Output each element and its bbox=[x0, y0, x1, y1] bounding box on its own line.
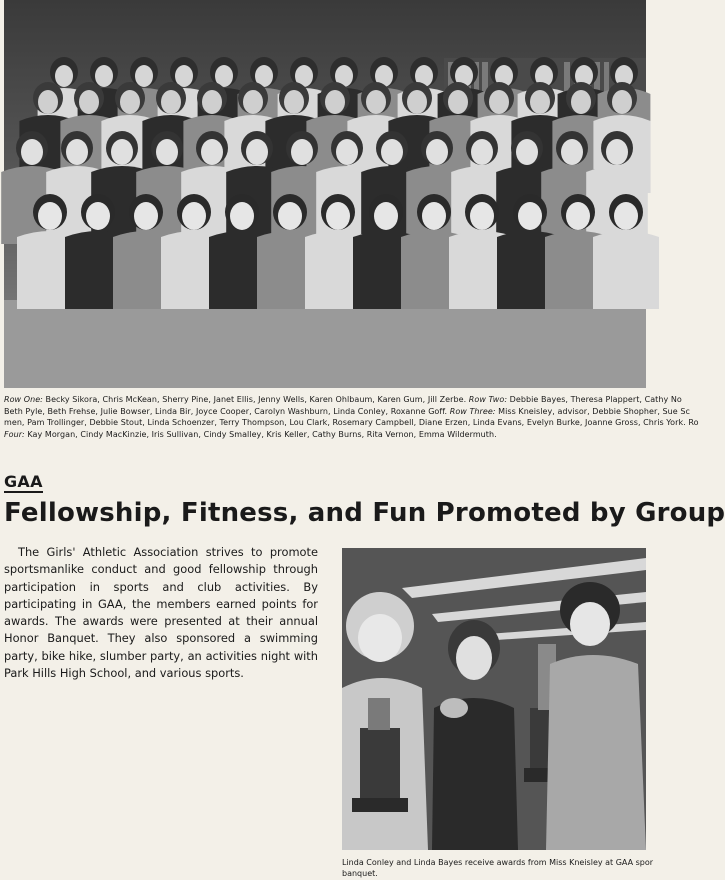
person-face bbox=[21, 139, 43, 165]
person-face bbox=[243, 90, 263, 114]
page-headline: Fellowship, Fitness, and Fun Promoted by Group bbox=[4, 498, 725, 528]
person-face bbox=[120, 90, 140, 114]
row-names: Miss Kneisley, advisor, Debbie Shopher, Sue Sc bbox=[495, 406, 690, 416]
row-label: Row Two: bbox=[468, 395, 508, 404]
person-face bbox=[336, 139, 358, 165]
person-face bbox=[202, 90, 222, 114]
person-face bbox=[55, 65, 73, 87]
person-face bbox=[135, 65, 153, 87]
article-body: The Girls' Athletic Association strives to promote sportsmanlike conduct and good fellowship through participation in sports and club activities. By participating in GAA, the members earned points for awards. The awards were presented at their annual Honor Banquet. They also sponsored a swimming party, bike hike, slumber party, an activities night with Park Hills High School, and various sports. bbox=[4, 545, 318, 681]
person-face bbox=[489, 90, 509, 114]
person-face bbox=[278, 202, 302, 230]
caption-line-4 bbox=[4, 429, 644, 441]
person-face bbox=[66, 139, 88, 165]
group-photo-illustration bbox=[4, 0, 646, 388]
person-face bbox=[571, 90, 591, 114]
person-face bbox=[38, 90, 58, 114]
person-face bbox=[111, 139, 133, 165]
row-label: Four: bbox=[4, 429, 25, 439]
group-photo bbox=[4, 0, 646, 388]
person-face bbox=[79, 90, 99, 114]
person-face bbox=[518, 202, 542, 230]
person-face bbox=[161, 90, 181, 114]
person-face bbox=[325, 90, 345, 114]
row-names: Beth Pyle, Beth Frehse, Julie Bowser, Linda Bir, Joyce Cooper, Carolyn Washburn, Linda Conley, Roxanne Goff. bbox=[4, 406, 450, 416]
row-names: Becky Sikora, Chris McKean, Sherry Pine, Janet Ellis, Jenny Wells, Karen Ohlbaum, Karen Gum, Jill Zerbe. bbox=[42, 395, 469, 404]
person-face bbox=[246, 139, 268, 165]
person-face bbox=[426, 139, 448, 165]
person-face bbox=[86, 202, 110, 230]
person-face bbox=[156, 139, 178, 165]
person-face bbox=[381, 139, 403, 165]
person-face bbox=[95, 65, 113, 87]
caption-line-1 bbox=[4, 394, 682, 406]
row-label: Row One: bbox=[4, 395, 43, 404]
person-face bbox=[606, 139, 628, 165]
person-face bbox=[407, 90, 427, 114]
person-face bbox=[230, 202, 254, 230]
person-face bbox=[284, 90, 304, 114]
person-face bbox=[561, 139, 583, 165]
person-face bbox=[470, 202, 494, 230]
person-face bbox=[38, 202, 62, 230]
row-names: Kay Morgan, Cindy MacKinzie, Iris Sullivan, Cindy Smalley, Kris Keller, Cathy Burns, Rita Vernon, Emma Wildermuth. bbox=[24, 429, 497, 439]
person-face bbox=[201, 139, 223, 165]
award-photo-illustration bbox=[342, 548, 646, 850]
row-label: Row Three: bbox=[449, 406, 496, 416]
caption-line-3 bbox=[4, 417, 699, 429]
group-photo-caption bbox=[4, 394, 699, 440]
person-face bbox=[516, 139, 538, 165]
row-names: men, Pam Trollinger, Debbie Stout, Linda Schoenzer, Terry Thompson, Lou Clark, Rosemary Campbell, Diane Erzen, Linda Evans, Evelyn Burke, Joanne Gross, Chris York. Ro bbox=[4, 418, 699, 427]
award-photo-caption bbox=[342, 857, 654, 879]
person-face bbox=[614, 202, 638, 230]
person-body bbox=[593, 231, 659, 309]
section-tag: GAA bbox=[4, 472, 43, 491]
person-face bbox=[471, 139, 493, 165]
award-photo bbox=[342, 548, 646, 850]
award-caption-line-2: banquet. bbox=[342, 869, 378, 878]
person-face bbox=[291, 139, 313, 165]
person-face bbox=[182, 202, 206, 230]
person-face bbox=[422, 202, 446, 230]
person-face bbox=[134, 202, 158, 230]
row-names: Debbie Bayes, Theresa Plappert, Cathy No bbox=[507, 395, 682, 404]
caption-line-2 bbox=[4, 406, 690, 418]
award-caption-line-1: Linda Conley and Linda Bayes receive awards from Miss Kneisley at GAA spor bbox=[342, 858, 654, 867]
person-face bbox=[448, 90, 468, 114]
person-face bbox=[374, 202, 398, 230]
person-face bbox=[566, 202, 590, 230]
person-face bbox=[326, 202, 350, 230]
person-face bbox=[366, 90, 386, 114]
person-face bbox=[612, 90, 632, 114]
person-face bbox=[530, 90, 550, 114]
